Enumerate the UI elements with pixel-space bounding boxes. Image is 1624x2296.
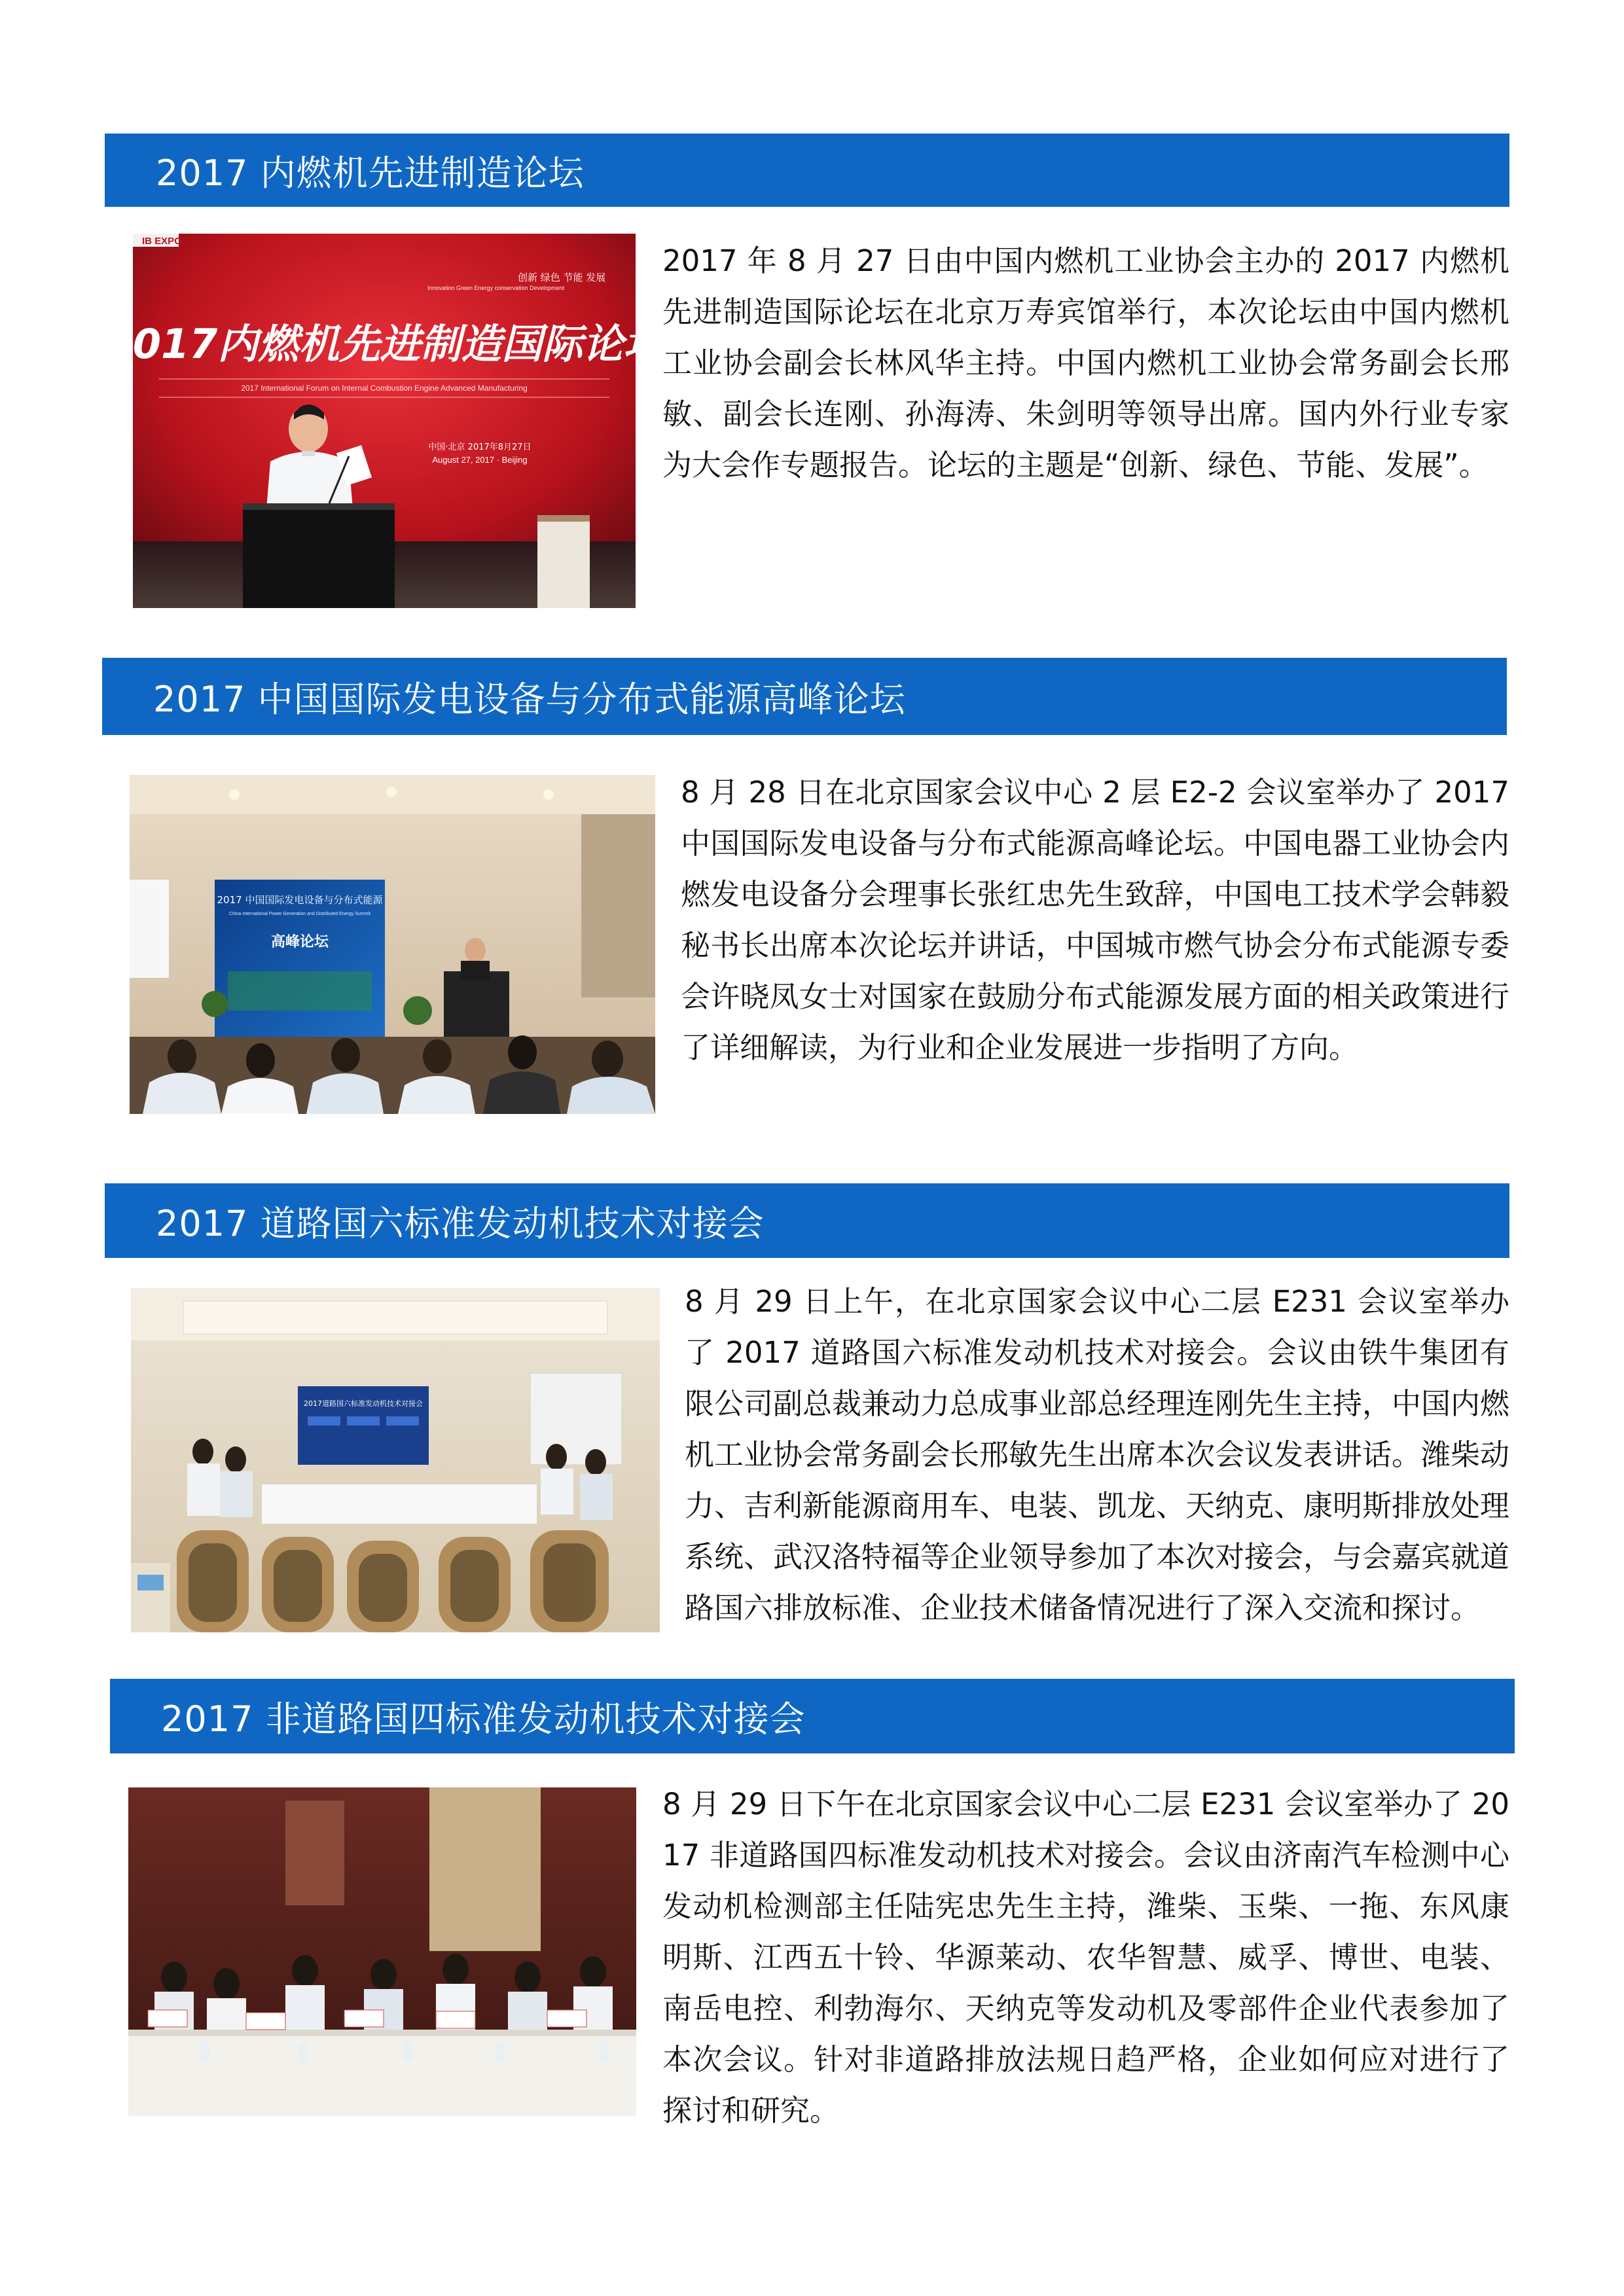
section-title-2: 2017 中国国际发电设备与分布式能源高峰论坛	[153, 678, 906, 720]
section-header-3	[105, 1183, 1509, 1258]
section-header-1	[105, 134, 1509, 207]
photo-forum-stage	[104, 234, 664, 608]
screen-subtitle: 2017 International Forum on Internal Combustion Engine Advanced Manufacturing	[241, 384, 528, 393]
section-header-4	[110, 1679, 1515, 1753]
section-title-1: 2017 内燃机先进制造论坛	[156, 152, 585, 194]
photo-roundtable-meeting	[128, 1787, 636, 2116]
section-header-2	[102, 658, 1507, 735]
meeting-room-photo-icon	[131, 1288, 660, 1632]
section-text-4: 8 月 29 日下午在北京国家会议中心二层 E231 会议室举办了 2017 非道路国四标准发动机技术对接会。会议由济南汽车检测中心发动机检测部主任陆宪忠先生主持，潍柴、玉柴、一拖、东风康明斯、江西五十铃、华源莱动、农华智慧、威孚、博世、电装、南岳电控、利勃海尔、天纳克等发动机及零部件企业代表参加了本次会议。针对非道路排放法规日趋严格，企业如何应对进行了探讨和研究。	[662, 1787, 1509, 2128]
screen2-subtitle: China International Power Generation and Distributed Energy Summit	[229, 912, 370, 916]
roundtable-meeting-photo-icon	[128, 1787, 636, 2116]
section-text-1: 2017 年 8 月 27 日由中国内燃机工业协会主办的 2017 内燃机先进制造国际论坛在北京万寿宾馆举行，本次论坛由中国内燃机工业协会副会长林风华主持。中国内燃机工业协会常务副会长邢敏、副会长连刚、孙海涛、朱剑明等领导出席。国内外行业专家为大会作专题报告。论坛的主题是“创新、绿色、节能、发展”。	[662, 243, 1509, 482]
screen2-title: 2017 中国国际发电设备与分布式能源	[217, 894, 383, 906]
section-text-3: 8 月 29 日上午，在北京国家会议中心二层 E231 会议室举办了 2017 道路国六标准发动机技术对接会。会议由铁牛集团有限公司副总裁兼动力总成事业部总经理连刚先生主持，中国内燃机工业协会常务副会长邢敏先生出席本次会议发表讲话。潍柴动力、吉利新能源商用车、电装、凯龙、天纳克、康明斯排放处理系统、武汉洛特福等企业领导参加了本次对接会，与会嘉宾就道路国六排放标准、企业技术储备情况进行了深入交流和探讨。	[685, 1284, 1510, 1625]
svg-text:IB EXPO: IB EXPO	[142, 236, 182, 247]
photo-conference-room	[130, 775, 655, 1114]
svg-text:Innovation Green Energy conser: Innovation Green Energy conservation Development	[427, 285, 565, 291]
forum-stage-photo-icon	[104, 234, 664, 608]
screen2-banner: 高峰论坛	[270, 934, 329, 950]
screen-date: 中国·北京 2017年8月27日	[428, 442, 532, 452]
screen-tagline: 创新 绿色 节能 发展	[518, 272, 606, 283]
section-title-3: 2017 道路国六标准发动机技术对接会	[156, 1202, 765, 1244]
screen-title: 2017内燃机先进制造国际论坛	[104, 320, 664, 368]
screen-date-en: August 27, 2017 · Beijing	[432, 455, 528, 465]
section-title-4: 2017 非道路国四标准发动机技术对接会	[161, 1698, 806, 1740]
screen3-title: 2017道路国六标准发动机技术对接会	[304, 1399, 423, 1408]
section-text-2: 8 月 28 日在北京国家会议中心 2 层 E2-2 会议室举办了 2017 中国国际发电设备与分布式能源高峰论坛。中国电器工业协会内燃发电设备分会理事长张红忠先生致辞，中国电工技术学会韩毅秘书长出席本次论坛并讲话，中国城市燃气协会分布式能源专委会许晓凤女士对国家在鼓励分布式能源发展方面的相关政策进行了详细解读，为行业和企业发展进一步指明了方向。	[681, 775, 1509, 1065]
conference-room-photo-icon	[130, 775, 655, 1114]
photo-meeting-room	[131, 1288, 660, 1632]
